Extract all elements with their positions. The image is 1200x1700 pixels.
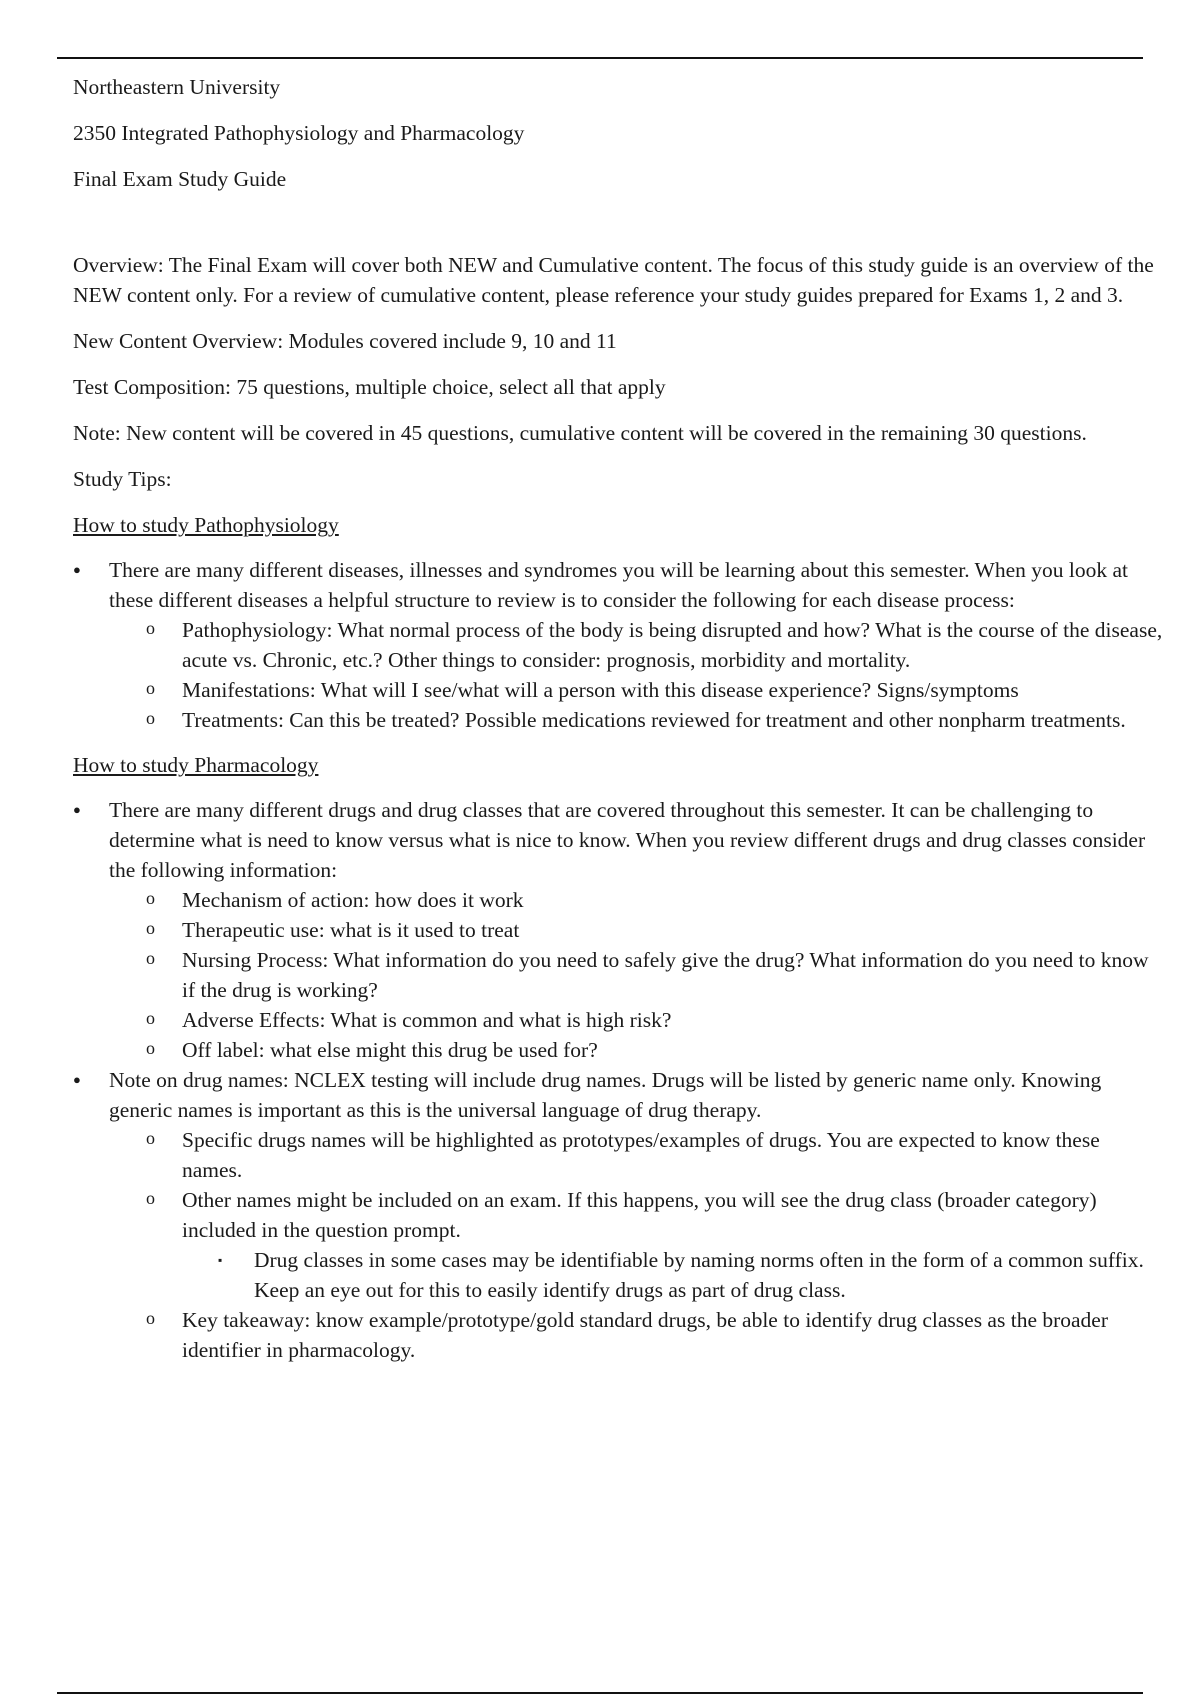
note-paragraph: Note: New content will be covered in 45 questions, cumulative content will be covered in the remaining 30 questions. — [73, 421, 1087, 445]
pharm-list — [73, 795, 1163, 1365]
list-item — [73, 615, 1163, 675]
top-rule — [57, 57, 1143, 59]
list-item — [73, 915, 1163, 945]
drug-names-sub-key-takeaway: Key takeaway: know example/prototype/gold standard drugs, be able to identify drug classes as the broader identifier in pharmacology. — [182, 1308, 1109, 1362]
list-item — [73, 675, 1163, 705]
list-item — [73, 1305, 1163, 1365]
study-tips-label: Study Tips: — [73, 467, 172, 491]
pharm-sub-mechanism: Mechanism of action: how does it work — [182, 888, 524, 912]
document-title: Final Exam Study Guide — [73, 167, 287, 191]
document-page — [73, 72, 1163, 1365]
drug-names-nested-suffix: Drug classes in some cases may be identifiable by naming norms often in the form of a common suffix. Keep an eye out for this to easily identify drugs as part of drug class. — [254, 1248, 1144, 1302]
pharm-sub-nursing-process: Nursing Process: What information do you need to safely give the drug? What information do you need to know if the drug is working? — [182, 948, 1149, 1002]
list-item — [73, 555, 1163, 735]
pharm-bullet-text: There are many different drugs and drug classes that are covered throughout this semester. It can be challenging to determine what is need to know versus what is nice to know. When you review different drugs and drug classes consider the following information: — [109, 798, 1146, 882]
drug-names-sub-other-names: Other names might be included on an exam. If this happens, you will see the drug class (broader category) included in the question prompt. — [182, 1188, 1097, 1242]
patho-sub-treatments: Treatments: Can this be treated? Possible medications reviewed for treatment and other nonpharm treatments. — [182, 708, 1126, 732]
bottom-rule — [57, 1692, 1143, 1694]
pharm-sub-off-label: Off label: what else might this drug be used for? — [182, 1038, 598, 1062]
list-item — [73, 1245, 1163, 1305]
patho-sub-manifestations: Manifestations: What will I see/what will a person with this disease experience? Signs/symptoms — [182, 678, 1019, 702]
list-item — [73, 705, 1163, 735]
list-item — [73, 1185, 1163, 1305]
pharm-sub-therapeutic-use: Therapeutic use: what is it used to treat — [182, 918, 520, 942]
drug-names-bullet-text: Note on drug names: NCLEX testing will include drug names. Drugs will be listed by generic name only. Knowing generic names is important as this is the universal language of drug therapy. — [109, 1068, 1102, 1122]
patho-list — [73, 555, 1163, 735]
list-item — [73, 1005, 1163, 1035]
patho-sub-pathophysiology: Pathophysiology: What normal process of the body is being disrupted and how? What is the course of the disease, acute vs. Chronic, etc.? Other things to consider: prognosis, morbidity and mortality. — [182, 618, 1163, 672]
pharm-sub-adverse-effects: Adverse Effects: What is common and what is high risk? — [182, 1008, 672, 1032]
list-item — [73, 795, 1163, 1065]
patho-heading: How to study Pathophysiology — [73, 513, 339, 537]
list-item — [73, 1065, 1163, 1365]
pharm-heading: How to study Pharmacology — [73, 753, 319, 777]
drug-names-sub-prototypes: Specific drugs names will be highlighted as prototypes/examples of drugs. You are expected to know these names. — [182, 1128, 1100, 1182]
course-title: 2350 Integrated Pathophysiology and Pharmacology — [73, 121, 525, 145]
university-name: Northeastern University — [73, 75, 281, 99]
list-item — [73, 1035, 1163, 1065]
overview-paragraph: Overview: The Final Exam will cover both NEW and Cumulative content. The focus of this study guide is an overview of the NEW content only. For a review of cumulative content, please reference your study guides prepared for Exams 1, 2 and 3. — [73, 253, 1154, 307]
patho-bullet-text: There are many different diseases, illnesses and syndromes you will be learning about this semester. When you look at these different diseases a helpful structure to review is to consider the following for each disease process: — [109, 558, 1129, 612]
new-content-paragraph: New Content Overview: Modules covered include 9, 10 and 11 — [73, 329, 617, 353]
test-composition-paragraph: Test Composition: 75 questions, multiple choice, select all that apply — [73, 375, 666, 399]
list-item — [73, 945, 1163, 1005]
list-item — [73, 885, 1163, 915]
list-item — [73, 1125, 1163, 1185]
